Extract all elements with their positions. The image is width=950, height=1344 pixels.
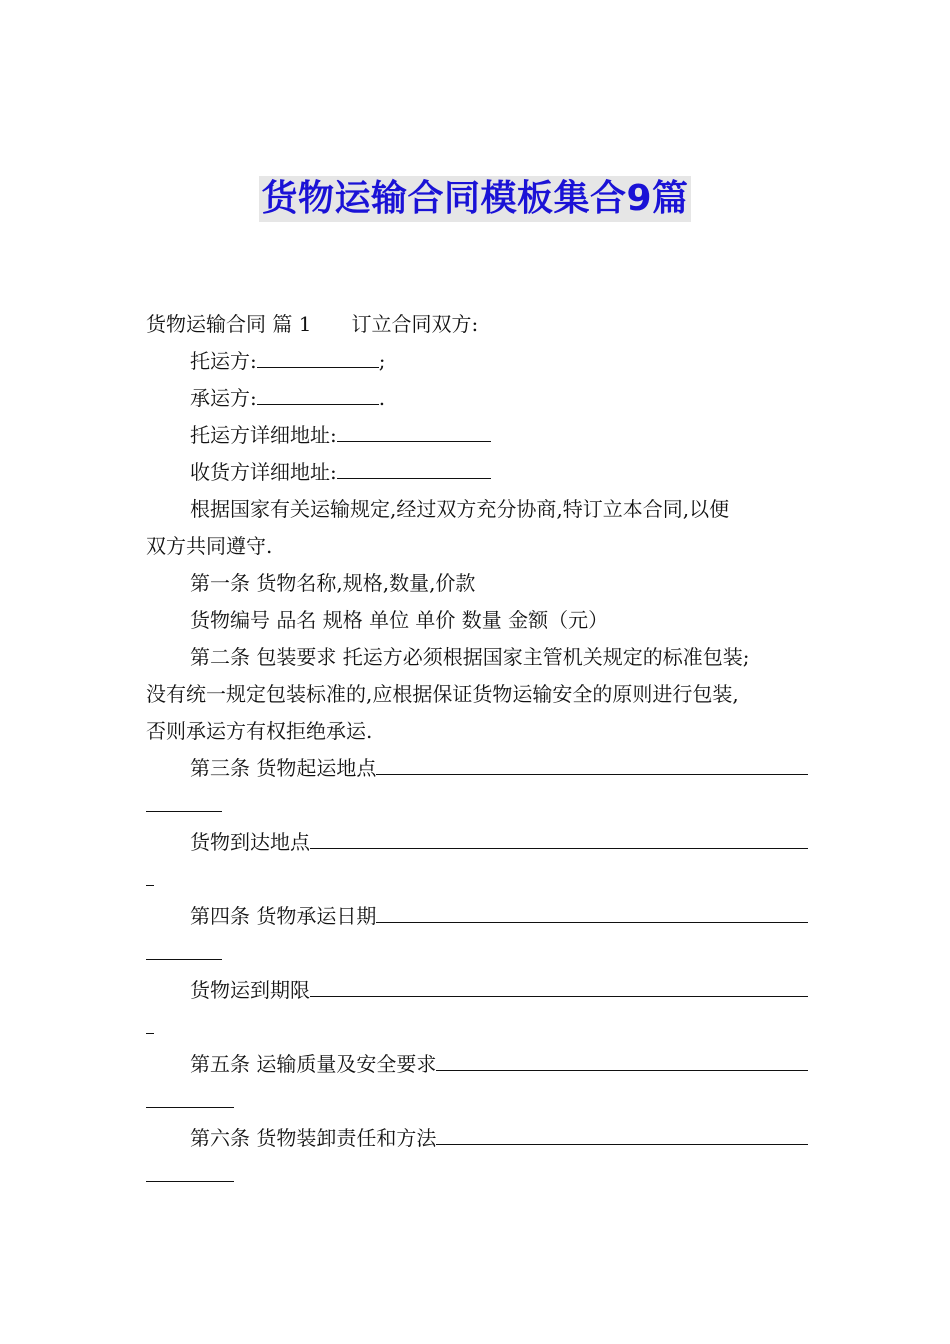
consignee-address-blank[interactable]: [337, 456, 491, 479]
arrival-place-blank-cont[interactable]: [146, 863, 154, 886]
consignee-address-label: 收货方详细地址:: [190, 460, 337, 484]
document-body: [146, 306, 808, 1194]
goods-table-header: [146, 602, 808, 639]
carrier-field: [146, 380, 808, 417]
intro-text-2: 双方共同遵守.: [146, 534, 273, 558]
intro-line-1: [146, 491, 808, 528]
heading-line: [146, 306, 808, 343]
article-2-text-2: 没有统一规定包装标准的,应根据保证货物运输安全的原则进行包装,: [146, 682, 739, 706]
arrival-place: [146, 824, 808, 861]
article-4-continuation: [146, 935, 808, 972]
intro-text-1: 根据国家有关运输规定,经过双方充分协商,特订立本合同,以便: [190, 497, 730, 521]
arrival-deadline-text: 货物运到期限: [190, 978, 310, 1002]
article-2-text-1: 第二条 包装要求 托运方必须根据国家主管机关规定的标准包装;: [190, 645, 750, 669]
article-5-text: 第五条 运输质量及安全要求: [190, 1052, 437, 1076]
arrival-deadline-continuation: [146, 1009, 808, 1046]
arrival-deadline-blank-cont[interactable]: [146, 1011, 154, 1034]
title-wrapper: [0, 176, 950, 222]
article-3-text: 第三条 货物起运地点: [190, 756, 377, 780]
article-6: [146, 1120, 808, 1157]
article-3-continuation: [146, 787, 808, 824]
shipper-address-blank[interactable]: [337, 419, 491, 442]
article-3-blank[interactable]: [376, 750, 808, 775]
article-5-blank[interactable]: [436, 1046, 808, 1071]
shipper-address-field: [146, 417, 808, 454]
shipper-address-label: 托运方详细地址:: [190, 423, 337, 447]
article-2-line-1: [146, 639, 808, 676]
document-title: 货物运输合同模板集合9篇: [259, 176, 690, 222]
shipper-field: [146, 343, 808, 380]
carrier-blank[interactable]: [257, 382, 379, 405]
article-4: [146, 898, 808, 935]
article-2-text-3: 否则承运方有权拒绝承运.: [146, 719, 373, 743]
arrival-deadline-blank[interactable]: [310, 972, 808, 997]
carrier-end: .: [378, 386, 386, 410]
article-4-blank-cont[interactable]: [146, 937, 222, 960]
article-3-blank-cont[interactable]: [146, 789, 222, 812]
article-1: [146, 565, 808, 602]
shipper-end: ;: [378, 349, 386, 373]
arrival-place-blank[interactable]: [310, 824, 808, 849]
carrier-label: 承运方:: [190, 386, 257, 410]
article-6-continuation: [146, 1157, 808, 1194]
shipper-label: 托运方:: [190, 349, 257, 373]
parties-heading: 订立合同双方:: [351, 312, 479, 336]
article-5: [146, 1046, 808, 1083]
article-5-continuation: [146, 1083, 808, 1120]
arrival-deadline: [146, 972, 808, 1009]
article-6-text: 第六条 货物装卸责任和方法: [190, 1126, 437, 1150]
intro-line-2: [146, 528, 808, 565]
consignee-address-field: [146, 454, 808, 491]
arrival-place-text: 货物到达地点: [190, 830, 310, 854]
article-4-blank[interactable]: [376, 898, 808, 923]
arrival-place-continuation: [146, 861, 808, 898]
shipper-blank[interactable]: [257, 345, 379, 368]
article-5-blank-cont[interactable]: [146, 1085, 234, 1108]
article-2-line-3: [146, 713, 808, 750]
section-heading: 货物运输合同 篇 1: [146, 312, 312, 336]
article-3: [146, 750, 808, 787]
goods-table-header-text: 货物编号 品名 规格 单位 单价 数量 金额（元）: [190, 608, 609, 632]
article-2-line-2: [146, 676, 808, 713]
article-1-text: 第一条 货物名称,规格,数量,价款: [190, 571, 476, 595]
article-4-text: 第四条 货物承运日期: [190, 904, 377, 928]
article-6-blank[interactable]: [436, 1120, 808, 1145]
article-6-blank-cont[interactable]: [146, 1159, 234, 1182]
